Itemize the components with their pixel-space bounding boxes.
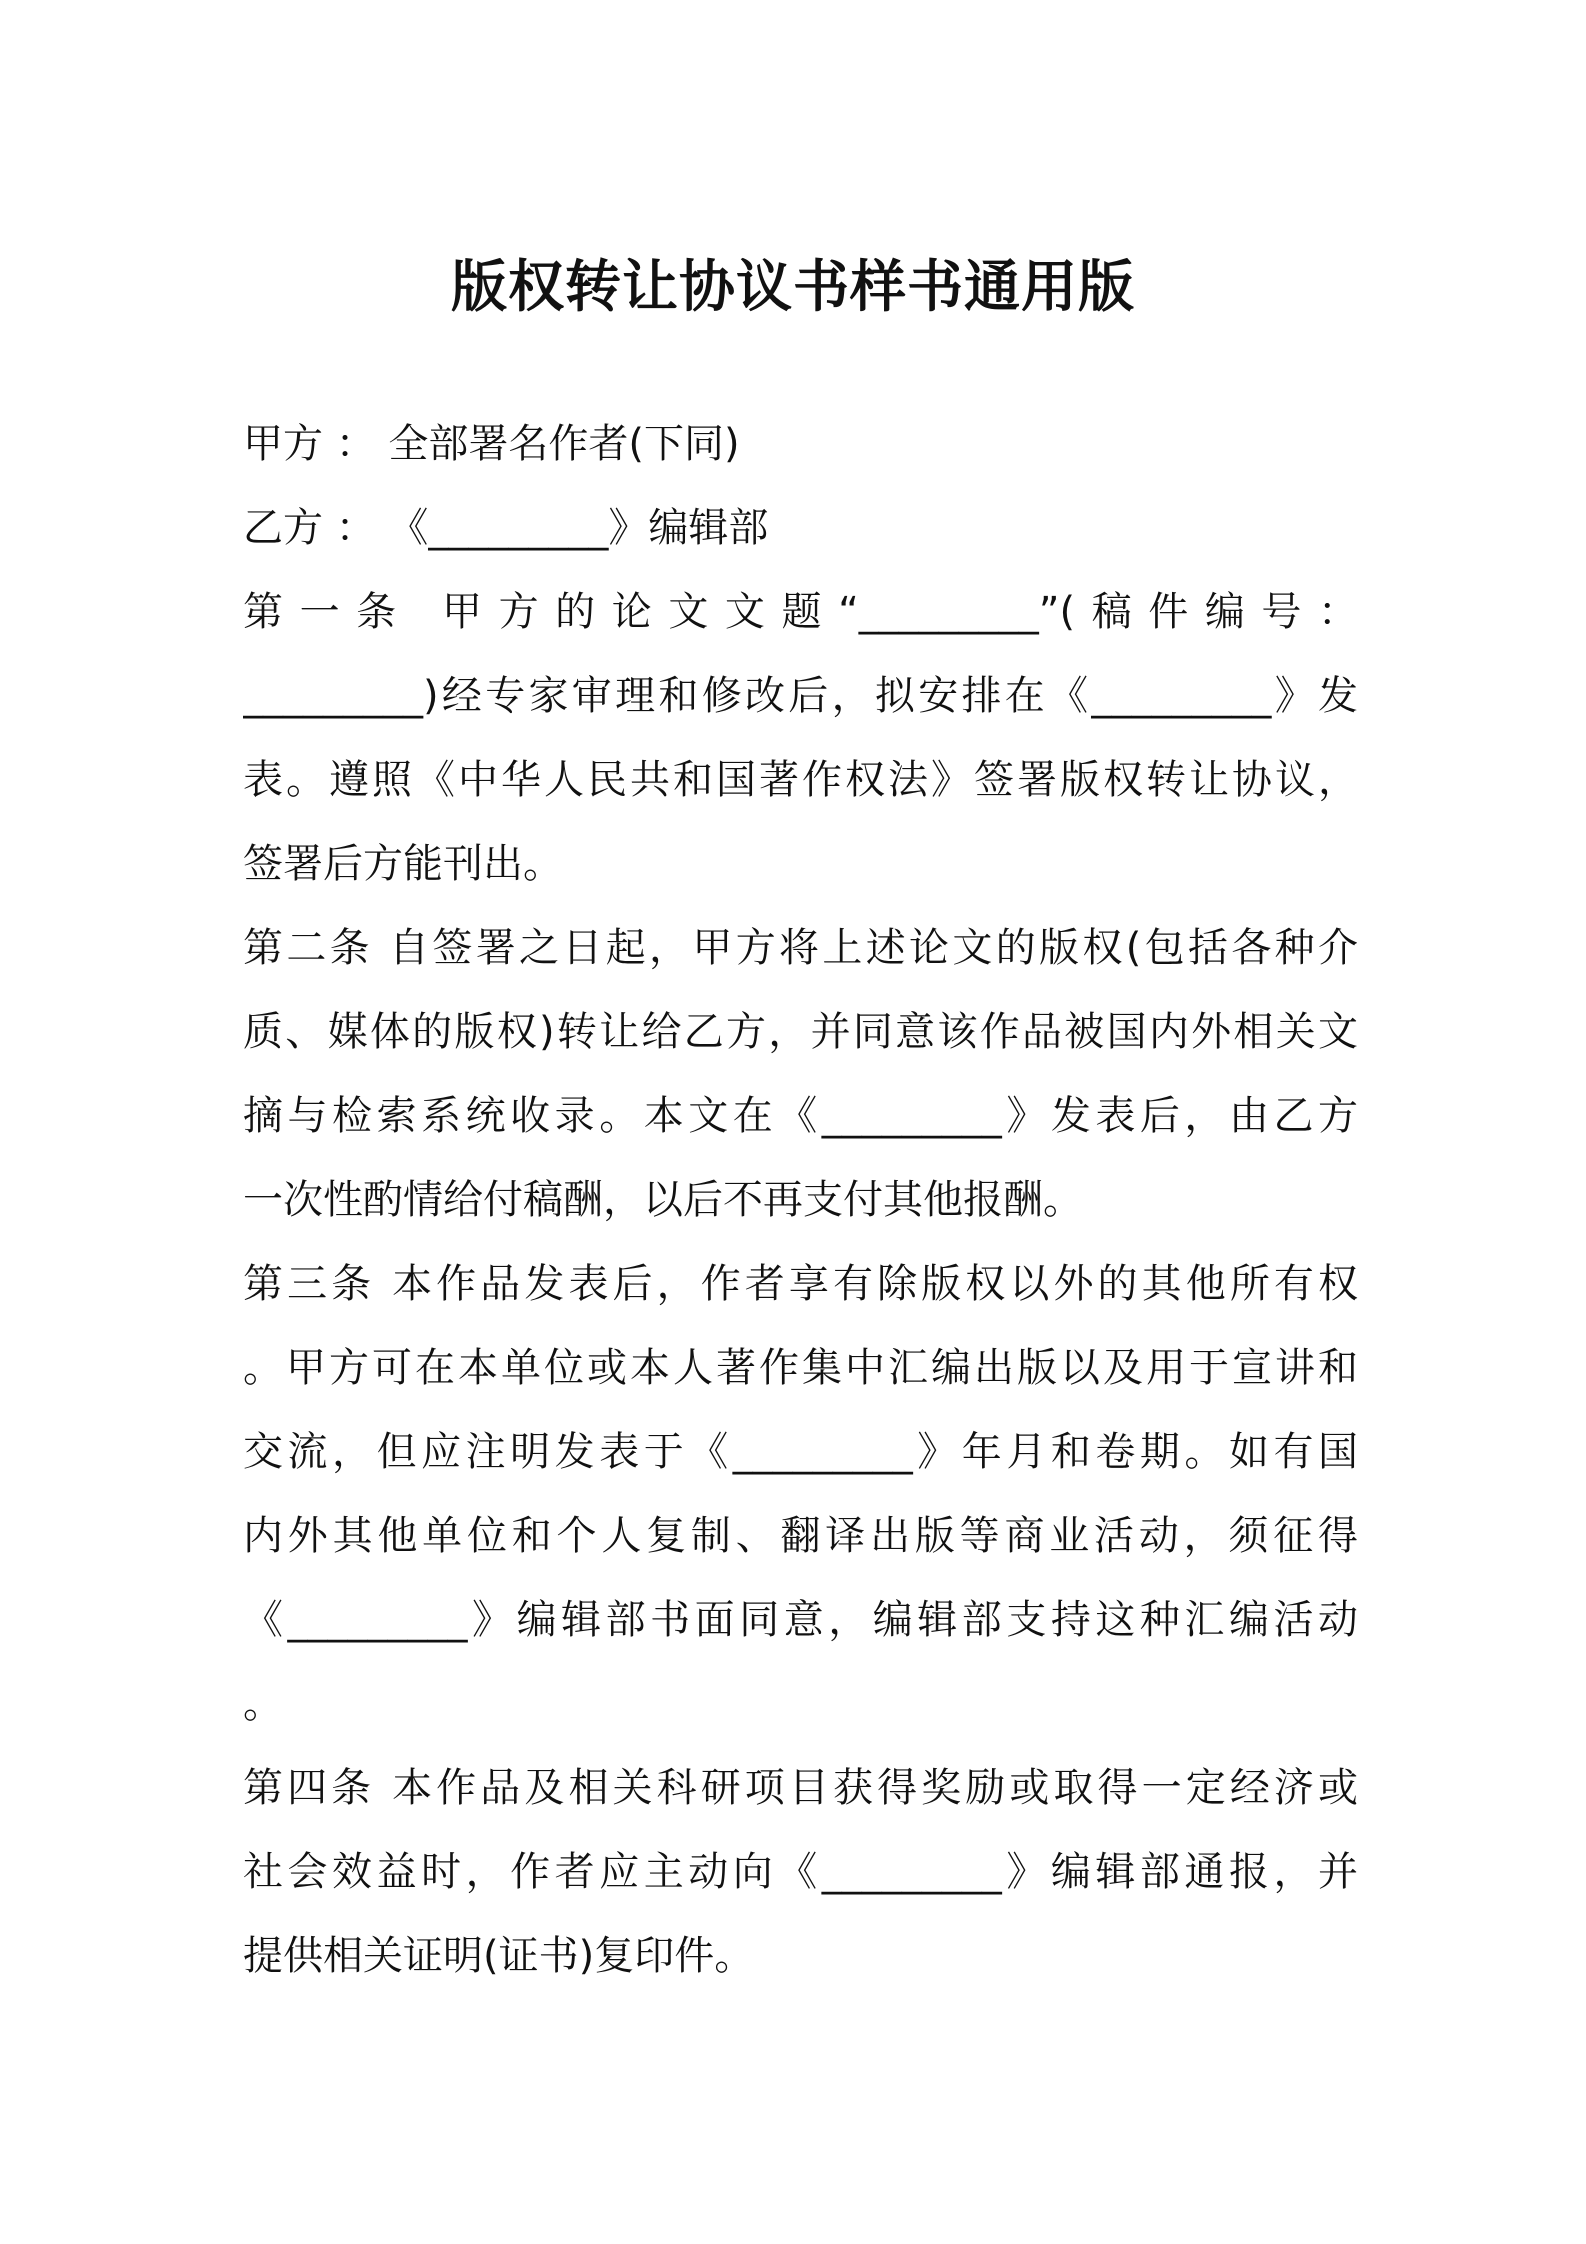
text-line: 质、媒体的版权)转让给乙方，并同意该作品被国内外相关文 — [243, 1009, 1358, 1055]
text-line: 提供相关证明(证书)复印件。 — [243, 1933, 755, 1979]
text-line: 社会效益时，作者应主动向《_________》编辑部通报，并 — [243, 1849, 1358, 1895]
text-line: 第三条 本作品发表后，作者享有除版权以外的其他所有权 — [243, 1261, 1358, 1307]
text-line: 第二条 自签署之日起，甲方将上述论文的版权(包括各种介 — [243, 925, 1358, 971]
text-line: 乙方 ： 《_________》编辑部 — [243, 505, 769, 551]
text-line: 表。遵照《中华人民共和国著作权法》签署版权转让协议， — [243, 757, 1358, 803]
text-line: 内外其他单位和个人复制、翻译出版等商业活动，须征得 — [243, 1513, 1358, 1559]
text-line: 。 — [243, 1681, 283, 1727]
text-line: 摘与检索系统收录。本文在《_________》发表后，由乙方 — [243, 1093, 1358, 1139]
text-line: 签署后方能刊出。 — [243, 841, 563, 887]
document-body — [243, 402, 1358, 1998]
document-title: 版权转让协议书样书通用版 — [451, 255, 1135, 320]
text-line: 第四条 本作品及相关科研项目获得奖励或取得一定经济或 — [243, 1765, 1358, 1811]
text-line: 甲方 ： 全部署名作者(下同) — [243, 421, 740, 467]
text-line: 交流，但应注明发表于《_________》年月和卷期。如有国 — [243, 1429, 1358, 1475]
text-line: 《_________》编辑部书面同意，编辑部支持这种汇编活动 — [243, 1597, 1358, 1643]
text-line: 一次性酌情给付稿酬，以后不再支付其他报酬。 — [243, 1177, 1083, 1223]
text-line: 。甲方可在本单位或本人著作集中汇编出版以及用于宣讲和 — [243, 1345, 1358, 1391]
text-line: _________)经专家审理和修改后，拟安排在《_________》发 — [243, 673, 1358, 719]
text-line: 第一条 甲方的论文文题“_________”(稿件编号： — [243, 589, 1358, 635]
